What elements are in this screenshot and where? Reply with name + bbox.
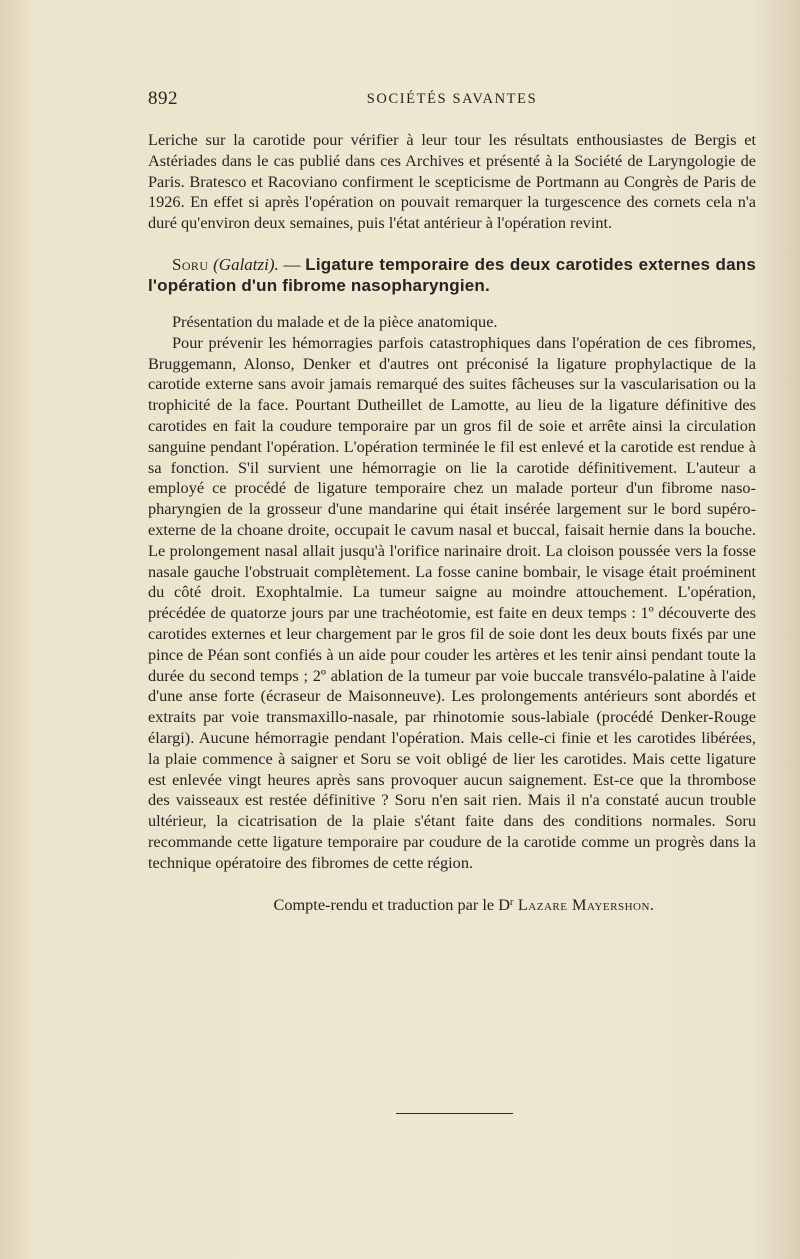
- credit-prefix: Compte-rendu et traduction par le D: [273, 894, 510, 914]
- translator-name: Lazare Mayershon.: [513, 894, 655, 914]
- page-header: [148, 88, 756, 114]
- article-heading: [148, 254, 756, 296]
- article-affiliation: (Galatzi).: [213, 254, 279, 274]
- paragraph-main: Pour prévenir les hémorragies parfois catastrophiques dans l'opération de ces fibromes, Bruggemann, Alonso, Denker et d'autres ont préconisé la ligature prophylactique de la carotide externe sans avoir jamais remarqué des suites fâcheuses sur la vascularisation ou la trophicité de la face. Pourtant Dutheillet de Lamotte, au lieu de la ligature définitive des carotides en fait la coudure temporaire par un gros fil de soie et arrête ainsi la circulation sanguine pendant l'opération. L'opération terminée le fil est enlevé et la carotide est rendue à sa fonction. S'il survient une hémorragie on lie la carotide définitivement. L'auteur a employé ce procédé de ligature temporaire chez un malade porteur d'un fibrome naso-pharyngien de la grosseur d'une mandarine qui était insérée largement sur le bord supéro-externe de la choane droite, occupait le cavum nasal et buccal, faisait hernie dans la bouche. Le prolongement nasal allait jusqu'à l'orifice narinaire droit. La cloison poussée vers la fosse nasale gauche l'obstruait complètement. La fosse canine bombair, le visage était proéminent du côté droit. Exophtalmie. La tumeur saigne au moindre attouchement. L'opération, précédée de quatorze jours par une trachéotomie, est faite en deux temps : 1º découverte des carotides externes et leur chargement par le gros fil de soie dont les deux bouts fixés par une pince de Péan sont confiés à un aide pour couder les artères et les tenir ainsi pendant toute la durée du second temps ; 2º ablation de la tumeur par voie buccale transvélo-palatine à l'aide d'une anse forte (écraseur de Maisonneuve). Les prolongements antérieurs sont abordés et extraits par voie transmaxillo-nasale, par rhinotomie sous-labiale (procédé Denker-Rouge élargi). Aucune hémorragie pendant l'opération. Mais celle-ci finie et les carotides libérées, la plaie commence à saigner et Soru se voit obligé de lier les carotides. Mais cette ligature est enlevée vingt heures après sans provoquer aucun saignement. Est-ce que la thrombose des vaisseaux est restée définitive ? Soru n'en sait rien. Mais il n'a constaté aucun trouble ultérieur, la cicatrisation de la plaie s'étant faite dans des conditions normales. Soru recommande cette ligature temporaire par coudure de la carotide comme un progrès dans la technique opératoire des fibromes de cette région.: [148, 332, 756, 872]
- paragraph-presentation: Présentation du malade et de la pièce anatomique.: [172, 311, 498, 331]
- credit-superscript: r: [509, 896, 514, 908]
- translation-credit: [148, 893, 756, 916]
- article-title: Ligature temporaire des deux carotides externes dans l'opération d'un fibrome nasopharyngien.: [148, 254, 757, 295]
- paragraph-continuation: Leriche sur la carotide pour vérifier à leur tour les résultats enthousiastes de Bergis et Astériades dans le cas publié dans ces Archives et présenté à la Société de Laryngologie de Paris. Bratesco et Racoviano confirment le scepticisme de Portmann au Congrès de Paris de 1926. En effet si après l'opération on pouvait remarquer la turgescence des cornets cela n'a duré qu'environ deux semaines, puis l'état antérieur à l'opération revint.: [148, 130, 756, 233]
- page-content: [148, 130, 756, 915]
- heading-dash: —: [278, 254, 306, 274]
- running-head: SOCIÉTÉS SAVANTES: [366, 91, 538, 107]
- page-number: 892: [148, 88, 178, 109]
- article-author: Soru: [172, 254, 209, 274]
- section-divider: [396, 1113, 513, 1114]
